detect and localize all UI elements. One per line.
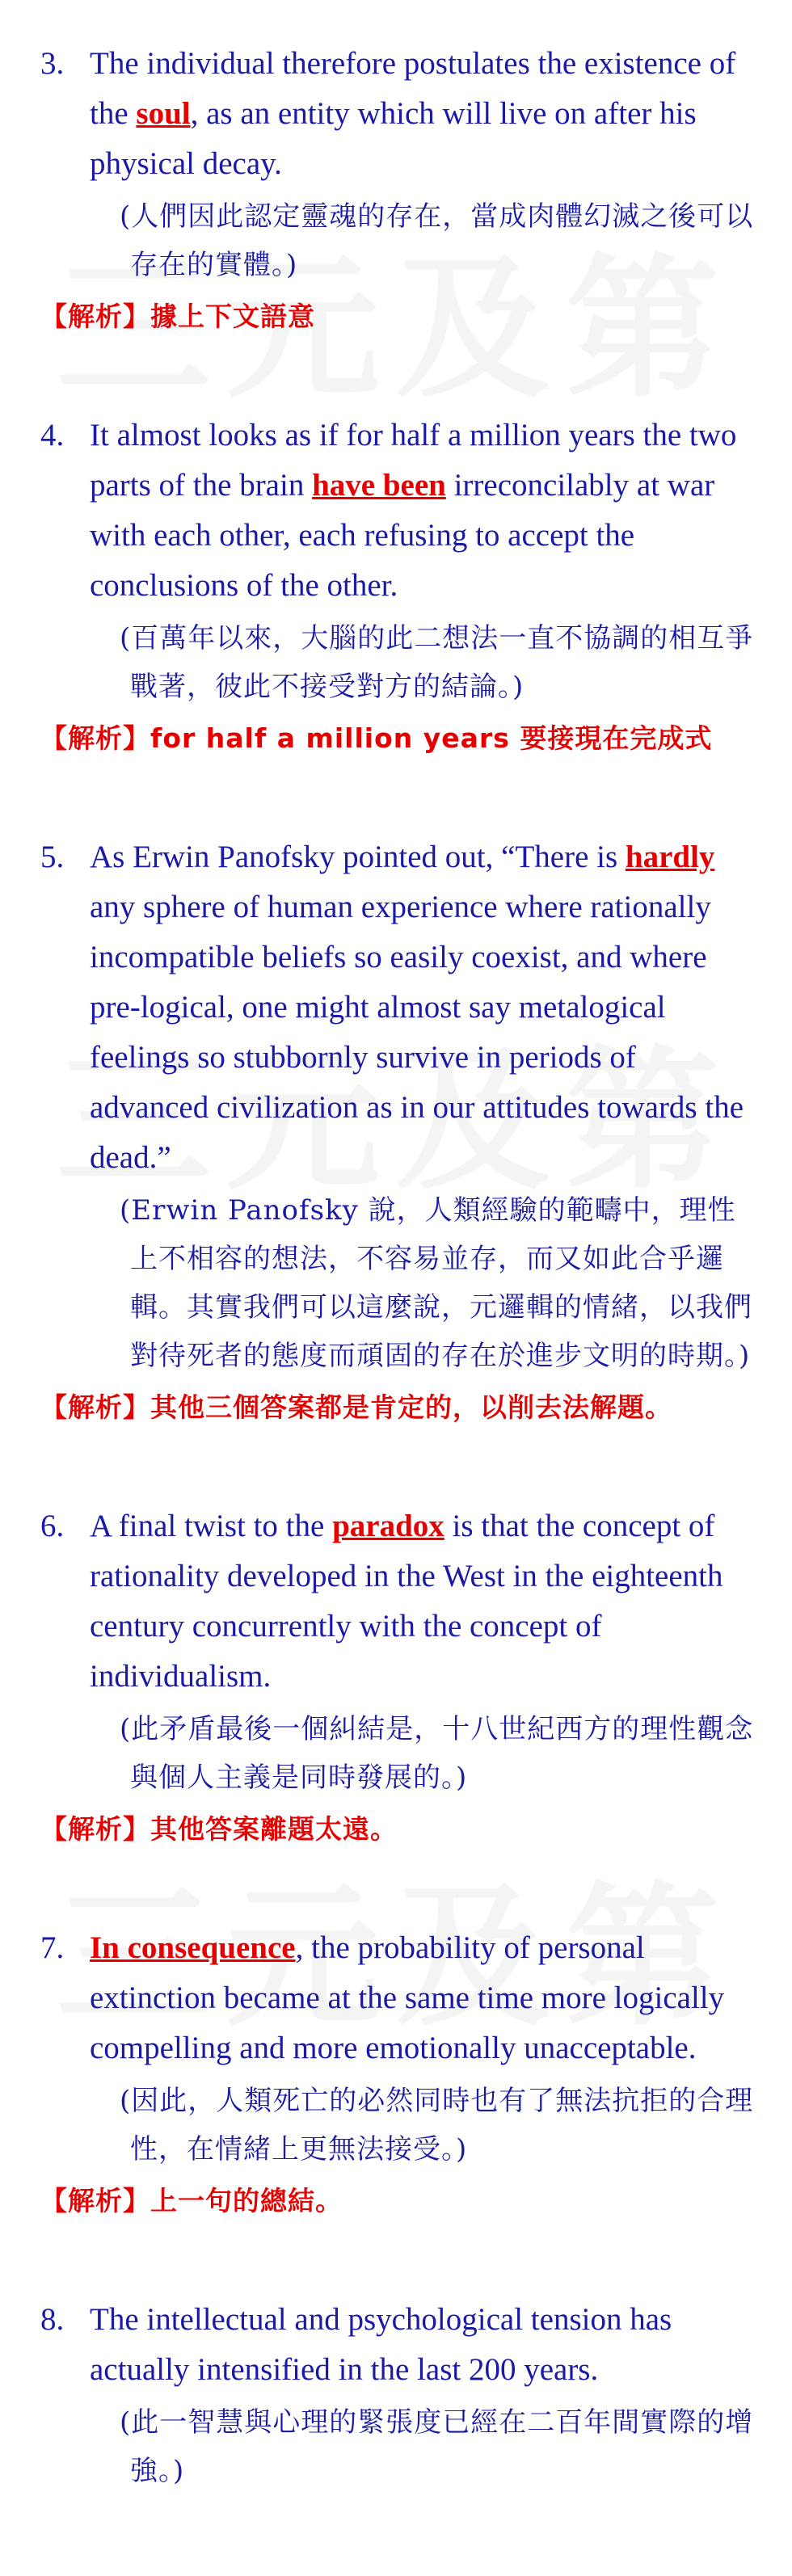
question-item-5 [40, 832, 760, 1432]
sentence-pre: The intellectual and psychological tension has actually intensified in the last 200 years. [90, 2302, 672, 2387]
chinese-translation: (此矛盾最後一個糾結是，十八世紀西方的理性觀念與個人主義是同時發展的。) [120, 1713, 754, 1794]
question-number: 3. [40, 46, 65, 81]
analysis-note: 【解析】其他三個答案都是肯定的，以削去法解題。 [40, 1391, 672, 1423]
question-number: 7. [40, 1930, 65, 1965]
sentence-pre: The individual therefore postulates the existence of the [90, 46, 736, 131]
sentence-text [90, 2295, 760, 2395]
analysis-note: 【解析】for half a million years 要接現在完成式 [40, 722, 713, 754]
question-number: 5. [40, 840, 65, 874]
analysis-note: 【解析】據上下文語意 [40, 301, 315, 332]
answer-keyword: paradox [332, 1509, 444, 1543]
chinese-translation: (此一智慧與心理的緊張度已經在二百年間實際的增強。) [120, 2406, 754, 2487]
chinese-translation: (人們因此認定靈魂的存在，當成肉體幻滅之後可以存在的實體。) [120, 200, 754, 281]
sentence-post: , the probability of personal extinction became at the same time more logically compelling and more emotionally unacceptable. [90, 1930, 725, 2065]
question-number: 8. [40, 2302, 65, 2337]
sentence-text [90, 832, 760, 1183]
chinese-translation: (百萬年以來，大腦的此二想法一直不協調的相互爭戰著，彼此不接受對方的結論。) [120, 622, 754, 703]
question-item-8 [40, 2295, 760, 2495]
sentence-post: any sphere of human experience where rationally incompatible beliefs so easily coexist, and where pre-logical, one might almost say metalogical feelings so stubbornly survive in periods of advanced civilization as in our attitudes towards the dead.” [90, 890, 744, 1175]
question-number: 4. [40, 418, 65, 452]
sentence-post: is that the concept of rationality developed in the West in the eighteenth century concurrently with the concept of individualism. [90, 1509, 723, 1694]
sentence-text [90, 1923, 760, 2073]
english-sentence [40, 39, 760, 189]
sentence-pre: As Erwin Panofsky pointed out, “There is [90, 840, 626, 874]
english-sentence [40, 410, 760, 611]
sentence-post: irreconcilably at war with each other, each refusing to accept the conclusions of the other. [90, 468, 715, 603]
sentence-text [90, 410, 760, 611]
analysis-note: 【解析】其他答案離題太遠。 [40, 1813, 398, 1845]
chinese-translation: (Erwin Panofsky 說，人類經驗的範疇中，理性上不相容的想法，不容易並存，而又如此合乎邏輯。其實我們可以這麼說，元邏輯的情緒，以我們對待死者的態度而頑固的存在於進步文明的時期。) [120, 1194, 752, 1372]
sentence-pre: It almost looks as if for half a million years the two parts of the brain [90, 418, 737, 503]
english-sentence [40, 2295, 760, 2395]
sentence-pre: A final twist to the [90, 1509, 333, 1543]
sentence-text [90, 39, 760, 189]
english-sentence [40, 1501, 760, 1702]
answer-keyword: In consequence [90, 1930, 296, 1965]
answer-keyword: have been [312, 468, 446, 503]
answer-keyword: hardly [625, 840, 715, 874]
question-item-4 [40, 410, 760, 763]
sentence-text [90, 1501, 760, 1702]
answer-keyword: soul [136, 96, 191, 131]
analysis-note: 【解析】上一句的總結。 [40, 2185, 343, 2216]
question-item-7 [40, 1923, 760, 2225]
english-sentence [40, 1923, 760, 2073]
english-sentence [40, 832, 760, 1183]
chinese-translation: (因此，人類死亡的必然同時也有了無法抗拒的合理性，在情緒上更無法接受。) [120, 2085, 754, 2166]
sentence-post: , as an entity which will live on after his physical decay. [90, 96, 697, 181]
question-item-6 [40, 1501, 760, 1854]
question-item-3 [40, 39, 760, 341]
question-number: 6. [40, 1509, 65, 1543]
